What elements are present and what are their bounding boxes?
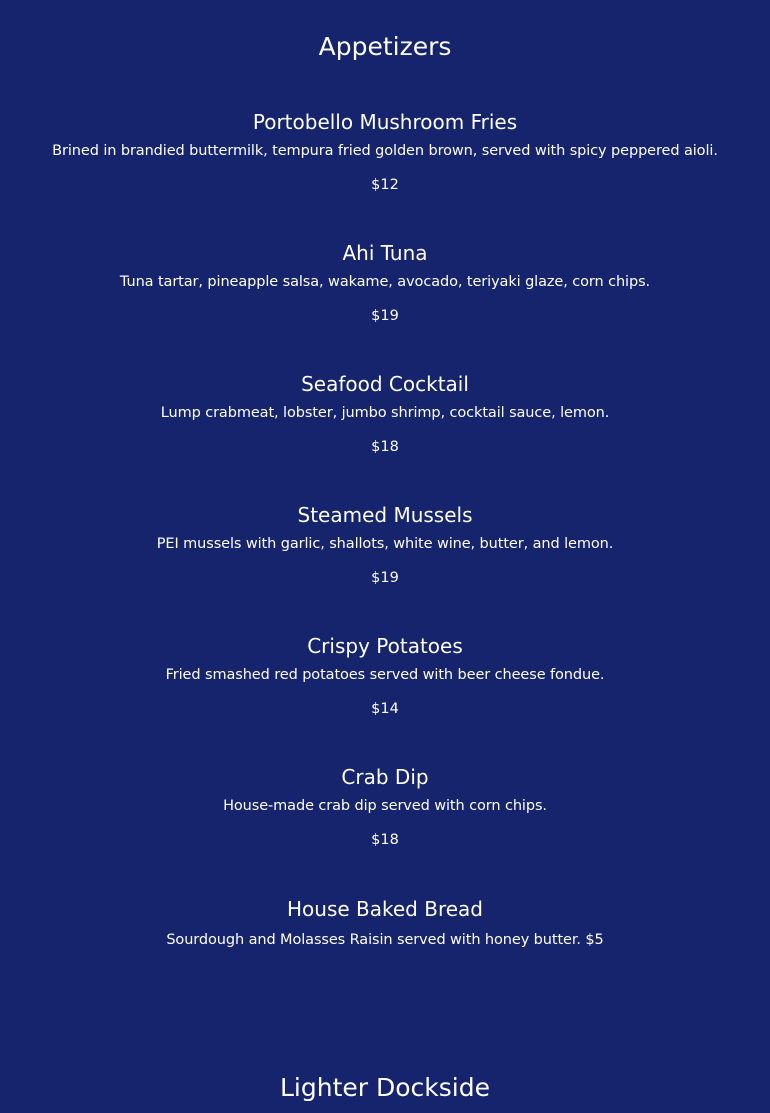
- menu-item-description: Lump crabmeat, lobster, jumbo shrimp, cocktail sauce, lemon.: [160, 405, 610, 421]
- menu-item: [0, 241, 770, 325]
- menu-item-price: $19: [371, 570, 399, 586]
- section-title-appetizers: Appetizers: [318, 32, 452, 61]
- menu-item-name: Portobello Mushroom Fries: [252, 110, 518, 134]
- menu-item: [0, 110, 770, 194]
- menu-item-description: Fried smashed red potatoes served with beer cheese fondue.: [165, 667, 605, 683]
- menu-item-description: House-made crab dip served with corn chips.: [223, 798, 547, 814]
- menu-item-price: $19: [371, 308, 399, 324]
- menu-item: [0, 634, 770, 718]
- menu-item-description: Sourdough and Molasses Raisin served with honey butter. $5: [166, 932, 604, 948]
- menu-item-name: Steamed Mussels: [297, 503, 473, 527]
- menu-item-name: Seafood Cocktail: [301, 372, 469, 396]
- menu-item-description: PEI mussels with garlic, shallots, white wine, butter, and lemon.: [156, 536, 614, 552]
- menu-item-name: House Baked Bread: [287, 897, 483, 921]
- menu-item-price: $18: [371, 439, 399, 455]
- menu-item-price: $18: [371, 832, 399, 848]
- menu-item-price: $12: [371, 177, 399, 193]
- section-title-lighter-dockside: Lighter Dockside: [280, 1073, 490, 1102]
- menu-item-description: Brined in brandied buttermilk, tempura fried golden brown, served with spicy peppered aioli.: [52, 143, 718, 159]
- menu-item: [0, 765, 770, 849]
- menu-item-name: Ahi Tuna: [342, 241, 428, 265]
- menu-item-description: Tuna tartar, pineapple salsa, wakame, avocado, teriyaki glaze, corn chips.: [119, 274, 651, 290]
- menu-item: [0, 503, 770, 587]
- menu-item-name: Crispy Potatoes: [307, 634, 463, 658]
- menu-item: [0, 897, 770, 949]
- menu-item-name: Crab Dip: [341, 765, 429, 789]
- menu-item-price: $14: [371, 701, 399, 717]
- menu-item: [0, 372, 770, 456]
